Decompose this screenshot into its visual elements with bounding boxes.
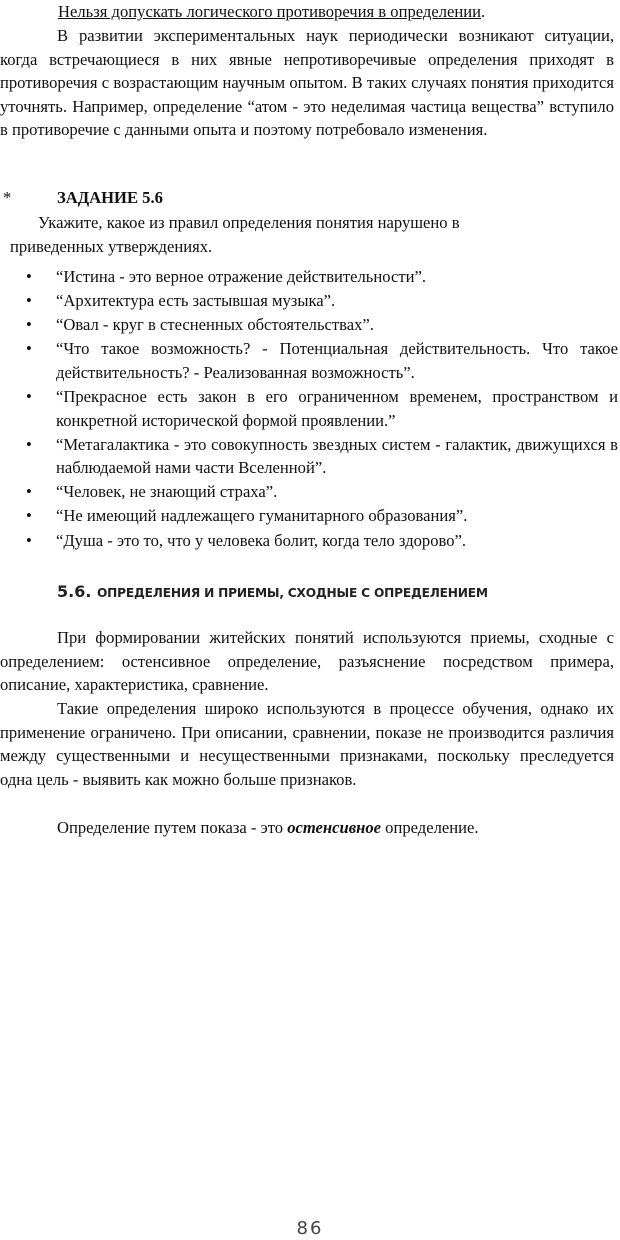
page-number: 86 bbox=[296, 1218, 324, 1239]
list-item-text: “Архитектура есть застывшая музыка”. bbox=[56, 291, 336, 311]
list-item-text: “Овал - круг в стесненных обстоятельствах”. bbox=[56, 315, 374, 335]
principle-line bbox=[4, 0, 612, 24]
paragraph-contradiction: В развитии экспериментальных наук периодически возникают ситуации, когда встречающиеся в них явные непротиворечивые определения приходят в противоречия с возрастающим научным опытом. В таких случаях понятия приходится уточнять. Например, определение “атом - это неделимая частица вещества” вступило в противоречие с данными опыта и поэтому потребовало изменения. bbox=[0, 26, 614, 140]
list-item-text: “Что такое возможность? - Потенциальная действительность. Что такое действительность? - Реализованная возможность”. bbox=[56, 339, 618, 382]
section-title: ОПРЕДЕЛЕНИЯ И ПРИЕМЫ, СХОДНЫЕ С ОПРЕДЕЛЕНИЕМ bbox=[97, 586, 488, 600]
paragraph-usage-limits: Такие определения широко используются в процессе обучения, однако их применение ограничено. При описании, сравнении, показе не производится различия между существенными и несущественными признаками, поскольку преследуется одна цель - выявить как можно больше признаков. bbox=[0, 699, 614, 789]
paragraph-ostensive-tail: определение. bbox=[381, 818, 479, 837]
bullet-icon: • bbox=[26, 386, 32, 406]
bullet-icon: • bbox=[26, 291, 32, 311]
list-item bbox=[0, 337, 618, 384]
list-item bbox=[0, 529, 618, 553]
paragraph-ostensive-lead: Определение путем показа - это bbox=[57, 818, 288, 837]
list-item-text: “Не имеющий надлежащего гуманитарного образования”. bbox=[56, 506, 468, 526]
principle-text: Нельзя допускать логического противоречия в определении bbox=[58, 2, 481, 21]
list-item bbox=[0, 504, 618, 528]
task-marker: * bbox=[3, 188, 12, 207]
list-item-text: “Метагалактика - это совокупность звездных систем - галактик, движущихся в наблюдаемой нами части Вселенной”. bbox=[56, 434, 618, 478]
list-item bbox=[0, 433, 618, 480]
paragraph-ostensive bbox=[0, 816, 614, 840]
bullet-icon: • bbox=[26, 339, 32, 359]
paragraph-everyday-concepts: При формировании житейских понятий используются приемы, сходные с определением: остенсивное определение, разъяснение посредством примера, описание, характеристика, сравнение. bbox=[0, 628, 614, 695]
bullet-icon: • bbox=[26, 315, 32, 335]
section-number: 5.6. bbox=[57, 582, 92, 601]
principle-period: . bbox=[481, 2, 486, 21]
list-item bbox=[0, 385, 618, 432]
ostensive-term: остенсивное bbox=[287, 818, 381, 837]
list-item bbox=[0, 265, 618, 289]
bullet-icon: • bbox=[26, 530, 32, 550]
bullet-icon: • bbox=[26, 506, 32, 526]
bullet-icon: • bbox=[26, 434, 32, 454]
task-statement-list bbox=[0, 265, 618, 553]
list-item-text: “Душа - это то, что у человека болит, когда тело здорово”. bbox=[56, 530, 467, 550]
list-item-text: “Человек, не знающий страха”. bbox=[56, 482, 278, 502]
section-heading bbox=[57, 582, 597, 601]
list-item bbox=[0, 480, 618, 504]
bullet-icon: • bbox=[26, 267, 32, 286]
list-item bbox=[0, 289, 618, 313]
bullet-icon: • bbox=[26, 482, 32, 502]
list-item-text: “Прекрасное есть закон в его ограниченном временем, пространством и конкретной исторической формой проявлении.” bbox=[56, 386, 618, 430]
task-instruction: Укажите, какое из правил определения понятия нарушено в приведенных утверждениях. bbox=[10, 213, 460, 256]
list-item-text: “Истина - это верное отражение действительности”. bbox=[56, 267, 426, 286]
list-item bbox=[0, 313, 618, 337]
task-title: ЗАДАНИЕ 5.6 bbox=[57, 188, 163, 207]
